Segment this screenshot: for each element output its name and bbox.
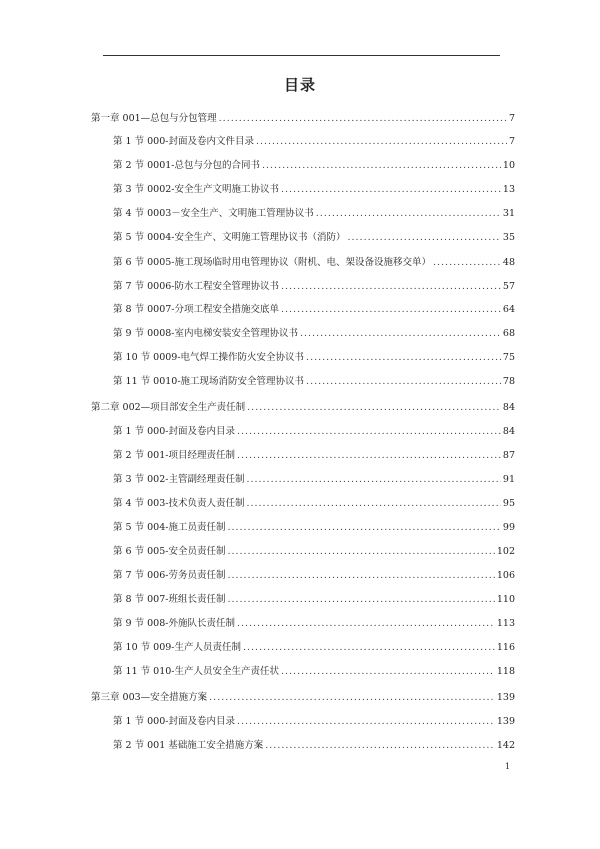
toc-section-entry[interactable] — [113, 351, 515, 365]
toc-section-entry[interactable] — [113, 593, 515, 607]
toc-entry-page: 68 — [502, 328, 515, 339]
toc-leader-dots — [281, 665, 495, 679]
toc-entry-label: 第 2 节 001 基础施工安全措施方案 — [113, 740, 264, 751]
toc-entry-label: 第 3 节 002-主管副经理责任制 — [113, 474, 245, 485]
toc-leader-dots — [219, 112, 507, 126]
toc-section-entry[interactable] — [113, 715, 515, 729]
toc-leader-dots — [262, 159, 501, 173]
toc-leader-dots — [306, 375, 501, 389]
toc-leader-dots — [227, 569, 494, 583]
toc-entry-label: 第 9 节 0008-室内电梯安装安全管理协议书 — [113, 328, 298, 339]
toc-leader-dots — [247, 401, 501, 415]
toc-leader-dots — [227, 521, 500, 535]
toc-entry-page: 87 — [502, 450, 515, 461]
toc-entry-page: 75 — [502, 352, 515, 363]
toc-entry-label: 第 8 节 007-班组长责任制 — [113, 594, 226, 605]
toc-section-entry[interactable] — [113, 159, 515, 173]
header-rule — [103, 55, 500, 56]
toc-entry-page: 139 — [496, 692, 515, 703]
page-title: 目录 — [283, 76, 316, 94]
toc-entry-label: 第 5 节 004-施工员责任制 — [113, 522, 226, 533]
toc-leader-dots — [433, 256, 501, 270]
toc-entry-page: 10 — [502, 160, 515, 171]
toc-leader-dots — [246, 473, 500, 487]
toc-leader-dots — [316, 207, 501, 221]
toc-leader-dots — [281, 183, 501, 197]
toc-section-entry[interactable] — [113, 280, 515, 294]
toc-section-entry[interactable] — [113, 231, 515, 245]
toc-section-entry[interactable] — [113, 303, 515, 317]
toc-entry-label: 第 1 节 000-封面及卷内文件目录 — [113, 136, 254, 147]
toc-section-entry[interactable] — [113, 207, 515, 221]
toc-entry-page: 106 — [496, 570, 515, 581]
toc-entry-page: 13 — [502, 184, 515, 195]
toc-entry-label: 第 10 节 009-生产人员责任制 — [113, 642, 241, 653]
toc-entry-page: 78 — [502, 376, 515, 387]
toc-leader-dots — [209, 691, 495, 705]
toc-section-entry[interactable] — [113, 617, 515, 631]
toc-section-entry[interactable] — [113, 521, 515, 535]
toc-leader-dots — [281, 303, 501, 317]
toc-leader-dots — [306, 351, 501, 365]
toc-leader-dots — [237, 425, 501, 439]
toc-entry-label: 第 6 节 005-安全员责任制 — [113, 546, 226, 557]
toc-entry-page: 64 — [502, 304, 515, 315]
toc-leader-dots — [300, 327, 501, 341]
toc-chapter-entry[interactable] — [91, 112, 515, 126]
toc-entry-page: 113 — [496, 618, 515, 629]
toc-entry-label: 第 7 节 006-劳务员责任制 — [113, 570, 226, 581]
toc-section-entry[interactable] — [113, 665, 515, 679]
toc-entry-label: 第 1 节 000-封面及卷内目录 — [113, 716, 235, 727]
toc-entry-page: 31 — [502, 208, 515, 219]
toc-section-entry[interactable] — [113, 425, 515, 439]
toc-entry-page: 118 — [496, 666, 515, 677]
toc-leader-dots — [237, 715, 495, 729]
toc-chapter-entry[interactable] — [91, 691, 515, 705]
toc-section-entry[interactable] — [113, 327, 515, 341]
toc-entry-page: 57 — [502, 281, 515, 292]
toc-entry-page: 139 — [496, 716, 515, 727]
toc-entry-page: 110 — [496, 594, 515, 605]
toc-entry-page: 7 — [508, 136, 515, 147]
toc-entry-label: 第 8 节 0007-分项工程安全措施交底单 — [113, 304, 279, 315]
toc-section-entry[interactable] — [113, 569, 515, 583]
toc-entry-page: 84 — [502, 426, 515, 437]
toc-entry-label: 第 9 节 008-外施队长责任制 — [113, 618, 235, 629]
toc-chapter-entry[interactable] — [91, 401, 515, 415]
toc-section-entry[interactable] — [113, 256, 515, 270]
toc-entry-label: 第二章 002—项目部安全生产责任制 — [91, 402, 246, 413]
toc-section-entry[interactable] — [113, 135, 515, 149]
toc-leader-dots — [281, 280, 501, 294]
toc-entry-label: 第 6 节 0005-施工现场临时用电管理协议（附机、电、架设备设施移交单） — [113, 257, 431, 268]
toc-leader-dots — [348, 231, 501, 245]
toc-leader-dots — [246, 497, 500, 511]
toc-section-entry[interactable] — [113, 497, 515, 511]
toc-entry-page: 35 — [502, 232, 515, 243]
toc-entry-label: 第 3 节 0002-安全生产文明施工协议书 — [113, 184, 279, 195]
page-number: 1 — [505, 762, 511, 771]
toc-entry-label: 第 7 节 0006-防水工程安全管理协议书 — [113, 281, 279, 292]
toc-leader-dots — [227, 593, 494, 607]
toc-section-entry[interactable] — [113, 545, 515, 559]
toc-section-entry[interactable] — [113, 641, 515, 655]
toc-entry-label: 第 2 节 001-项目经理责任制 — [113, 450, 235, 461]
toc-leader-dots — [256, 135, 507, 149]
toc-leader-dots — [227, 545, 494, 559]
toc-section-entry[interactable] — [113, 739, 515, 753]
toc-leader-dots — [237, 617, 495, 631]
toc-entry-label: 第 2 节 0001-总包与分包的合同书 — [113, 160, 260, 171]
toc-entry-page: 95 — [502, 498, 515, 509]
toc-entry-label: 第 1 节 000-封面及卷内目录 — [113, 426, 235, 437]
toc-leader-dots — [237, 449, 501, 463]
toc-entry-page: 91 — [502, 474, 515, 485]
toc-section-entry[interactable] — [113, 183, 515, 197]
toc-entry-label: 第 10 节 0009-电气焊工操作防火安全协议书 — [113, 352, 305, 363]
toc-leader-dots — [265, 739, 495, 753]
toc-entry-page: 102 — [496, 546, 515, 557]
toc-entry-page: 142 — [496, 740, 515, 751]
toc-entry-label: 第三章 003—安全措施方案 — [91, 692, 208, 703]
toc-entry-label: 第 4 节 003-技术负责人责任制 — [113, 498, 245, 509]
toc-entry-page: 7 — [508, 113, 515, 124]
toc-entry-page: 84 — [502, 402, 515, 413]
toc-entry-page: 116 — [496, 642, 515, 653]
toc-entry-page: 48 — [502, 257, 515, 268]
toc-section-entry[interactable] — [113, 449, 515, 463]
toc-section-entry[interactable] — [113, 375, 515, 389]
toc-entry-label: 第一章 001—总包与分包管理 — [91, 113, 217, 124]
toc-entry-label: 第 4 节 0003－安全生产、文明施工管理协议书 — [113, 208, 314, 219]
toc-leader-dots — [243, 641, 495, 655]
toc-section-entry[interactable] — [113, 473, 515, 487]
toc-entry-label: 第 11 节 0010-施工现场消防安全管理协议书 — [113, 376, 305, 387]
toc-entry-label: 第 11 节 010-生产人员安全生产责任状 — [113, 666, 279, 677]
toc-entry-label: 第 5 节 0004-安全生产、文明施工管理协议书（消防） — [113, 232, 346, 243]
toc-entry-page: 99 — [502, 522, 515, 533]
